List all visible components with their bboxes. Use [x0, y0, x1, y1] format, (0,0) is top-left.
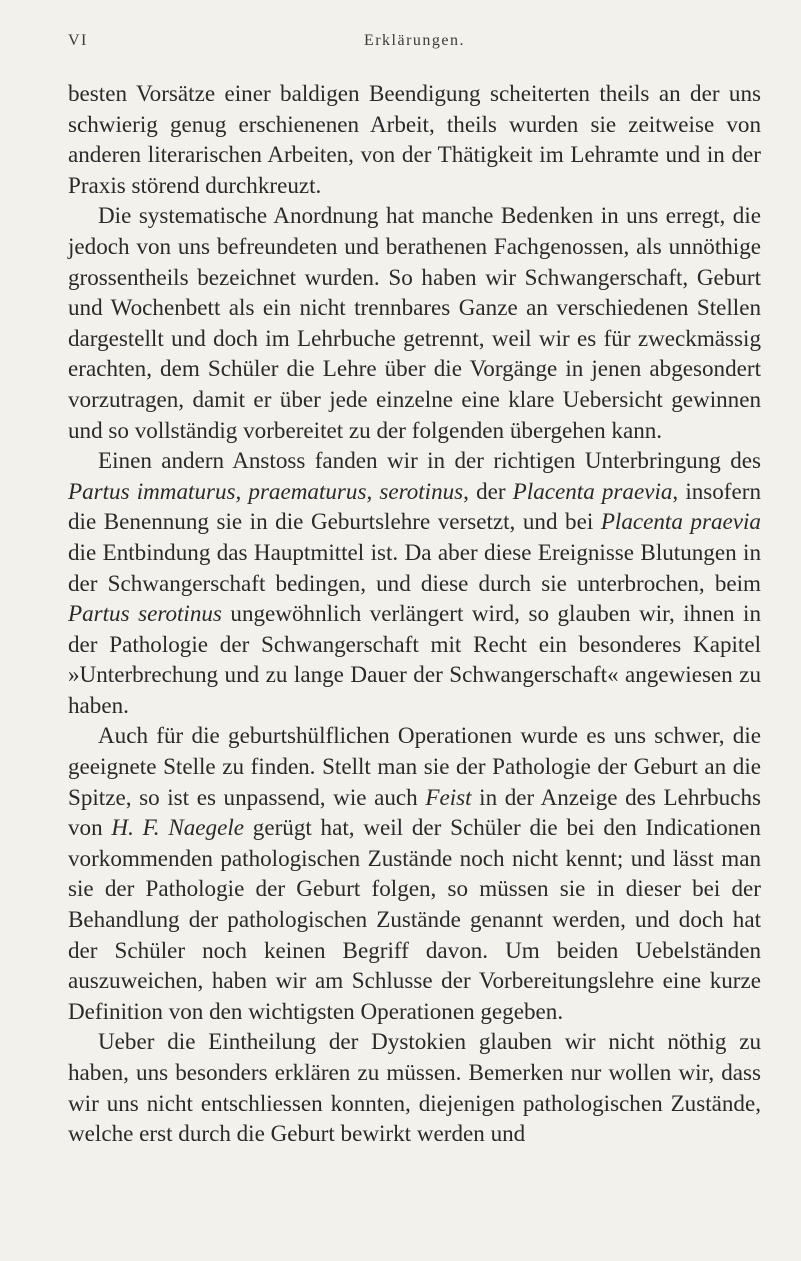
paragraph: [68, 78, 761, 200]
running-title: Erklärungen.: [363, 32, 466, 49]
latin-term: Partus serotinus: [68, 600, 222, 627]
author-name: H. F. Naegele: [111, 814, 244, 841]
text-run: in der Anzeige des Lehrbuchs von: [68, 783, 761, 841]
paragraph: [68, 445, 761, 720]
paragraph: [68, 720, 761, 1026]
paragraph: [68, 200, 761, 445]
text-run: Die systematische Anordnung hat manche Bedenken in uns erregt, die jedoch von uns befreundeten und berathenen Fachgenossen, als unnöthige grossentheils bezeichnet wurden. So haben wir Schwangerschaft, Geburt und Wochenbett als ein nicht trennbares Ganze an verschiedenen Stellen dargestellt und doch im Lehrbuche getrennt, weil wir es für zweckmässig erachten, dem Schüler die Lehre über die Vorgänge in jenen abgesondert vorzutragen, damit er über jede einzelne eine klare Uebersicht gewinnen und so vollständig vorbereitet zu der folgenden übergehen kann.: [68, 202, 761, 443]
paragraph: [68, 1026, 761, 1148]
body-text: [68, 78, 761, 1149]
latin-term: Placenta praevia: [600, 508, 761, 535]
page-number: VI: [68, 32, 88, 49]
text-run: ungewöhnlich verlängert wird, so glauben wir, ihnen in der Pathologie der Schwangerschaft mit Recht ein besonderes Kapitel »Unterbrechung und zu lange Dauer der Schwangerschaft« angewiesen zu haben.: [68, 600, 761, 718]
latin-term: Placenta praevia: [512, 477, 673, 504]
text-run: Auch für die geburtshülflichen Operationen wurde es uns schwer, die geeignete Stelle zu finden. Stellt man sie der Pathologie der Geburt an die Spitze, so ist es unpassend, wie auch: [68, 722, 761, 810]
latin-term: Partus immaturus, praematurus, serotinus: [68, 477, 464, 504]
page-header: [68, 32, 761, 54]
text-run: Einen andern Anstoss fanden wir in der richtigen Unterbringung des: [98, 447, 761, 474]
text-run: gerügt hat, weil der Schüler die bei den Indicationen vorkommenden pathologischen Zustände noch nicht kennt; und lässt man sie der Pathologie der Geburt folgen, so müssen sie in dieser bei der Behandlung der pathologischen Zustände genannt werden, und doch hat der Schüler noch keinen Begriff davon. Um beiden Uebelständen auszuweichen, haben wir am Schlusse der Vorbereitungslehre eine kurze Definition von den wichtigsten Operationen gegeben.: [68, 814, 761, 1024]
text-run: , insofern die Benennung sie in die Geburtslehre versetzt, und bei: [68, 477, 761, 535]
author-name: Feist: [425, 783, 472, 810]
text-run: besten Vorsätze einer baldigen Beendigung scheiterten theils an der uns schwierig genug erschienenen Arbeit, theils wurden sie zeitweise von anderen literarischen Arbeiten, von der Thätigkeit im Lehramte und in der Praxis störend durchkreuzt.: [68, 80, 761, 198]
text-run: die Entbindung das Hauptmittel ist. Da aber diese Ereignisse Blutungen in der Schwangerschaft bedingen, und diese durch sie unterbrochen, beim: [68, 538, 761, 596]
text-run: Ueber die Eintheilung der Dystokien glauben wir nicht nöthig zu haben, uns besonders erklären zu müssen. Bemerken nur wollen wir, dass wir uns nicht entschliessen konnten, diejenigen pathologischen Zustände, welche erst durch die Geburt bewirkt werden und: [68, 1028, 761, 1147]
text-run: , der: [463, 477, 513, 504]
